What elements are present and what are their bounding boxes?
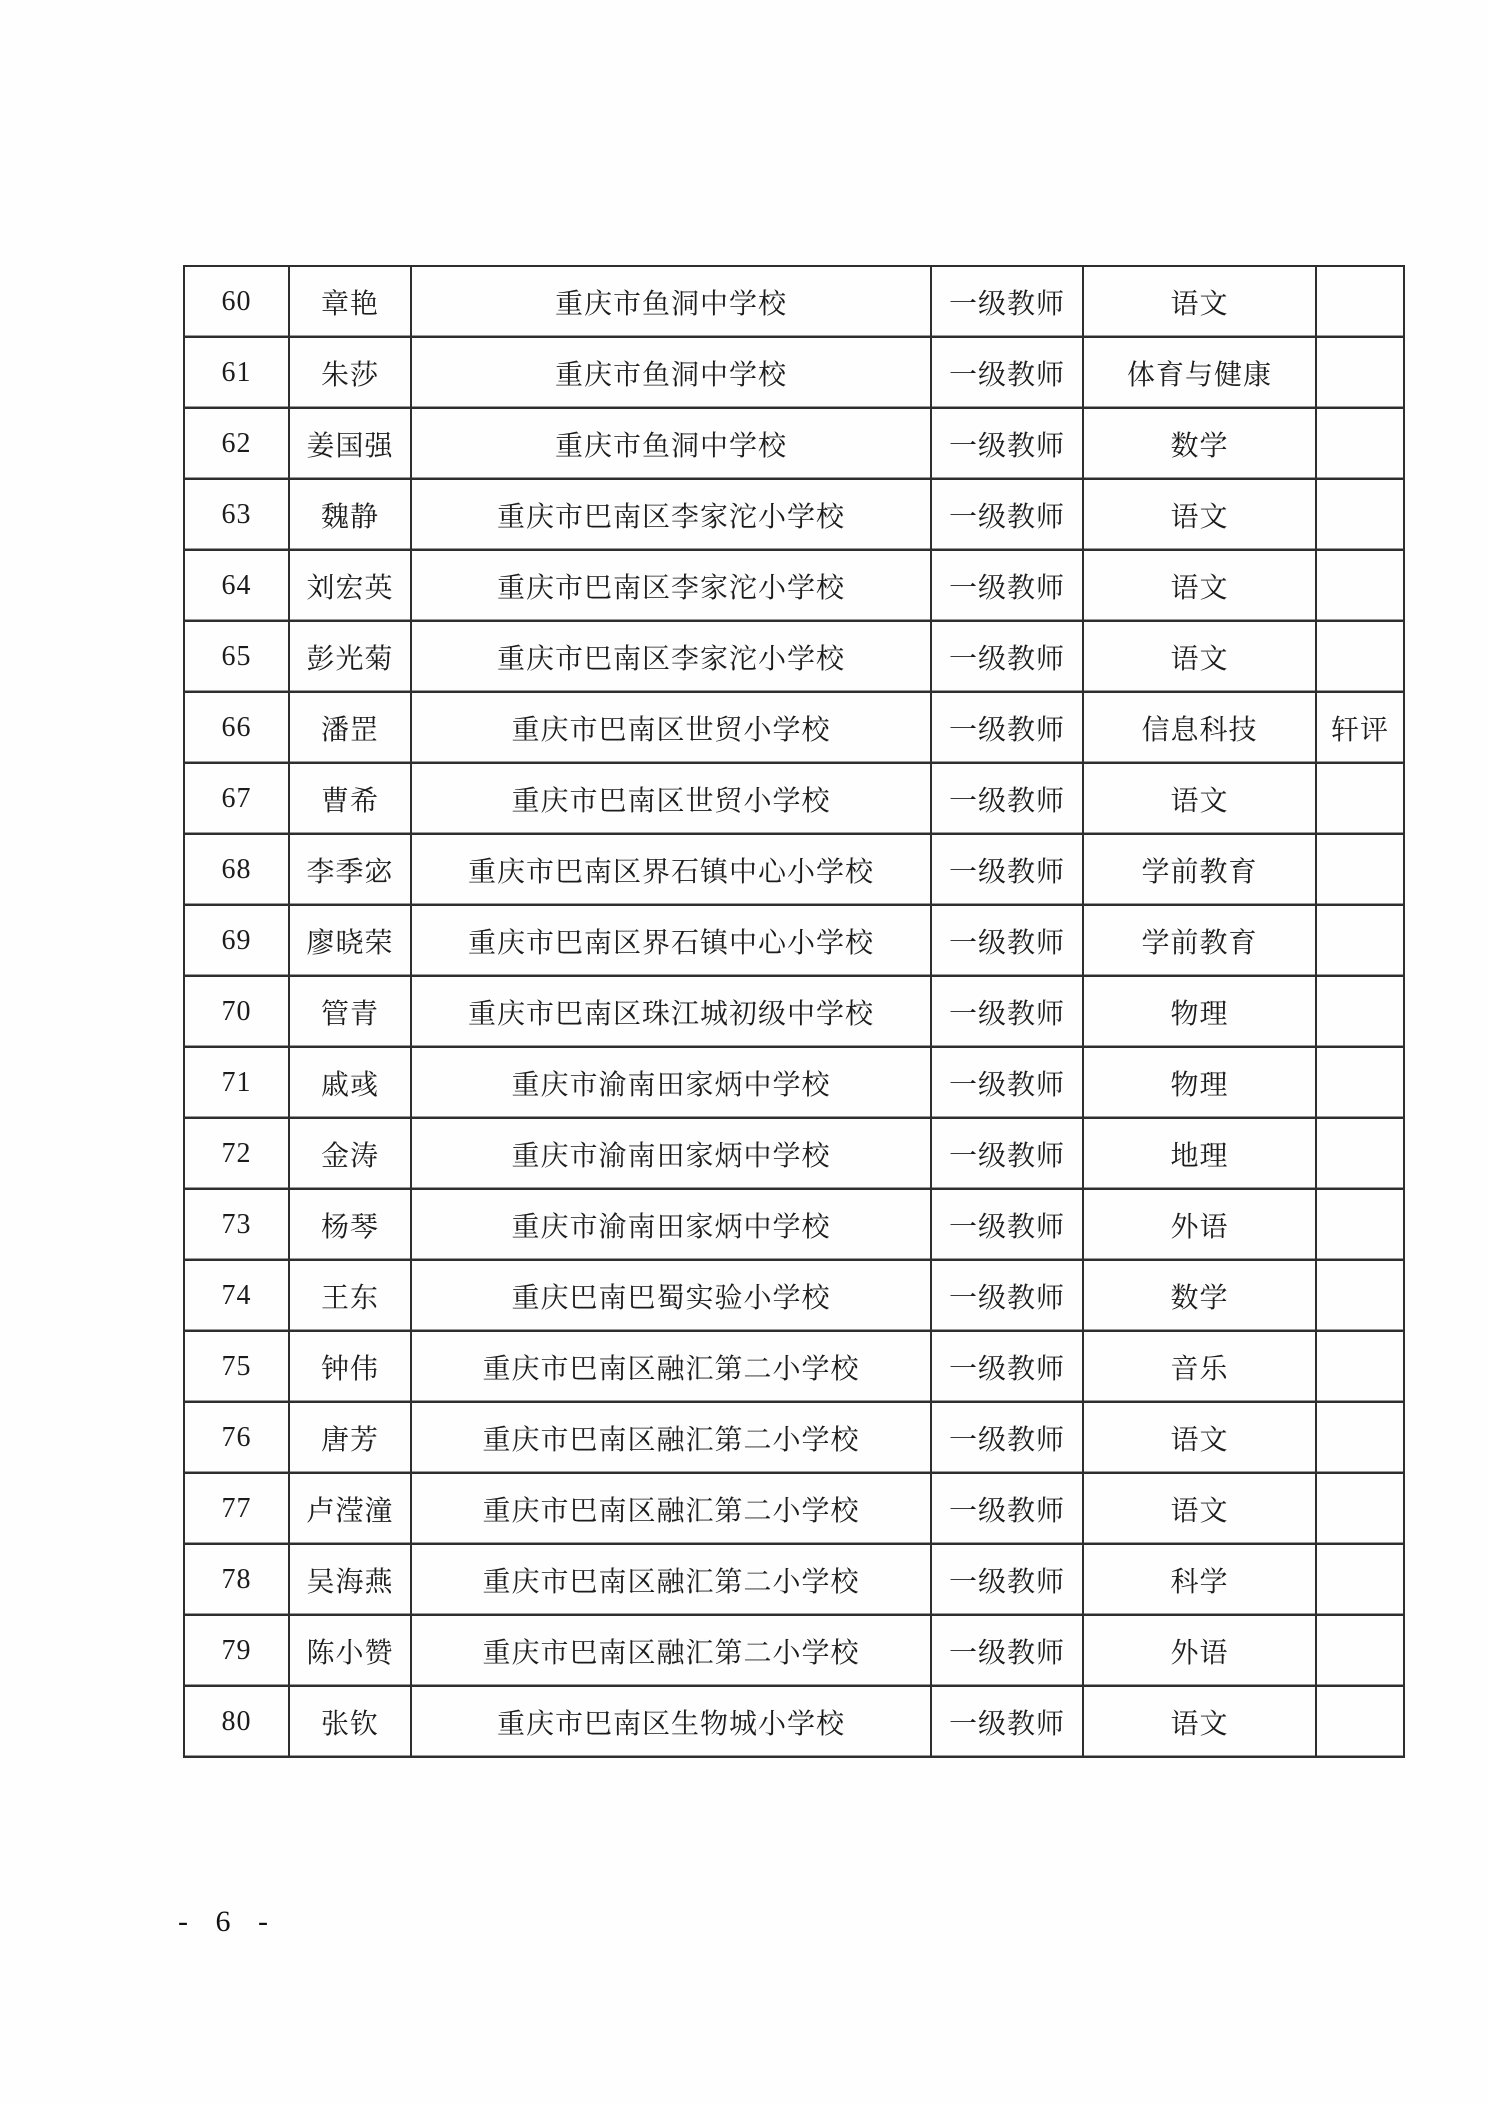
cell-name: 朱莎 [289,337,411,408]
table-row [184,1615,1404,1686]
table-row [184,692,1404,763]
cell-school: 重庆市渝南田家炳中学校 [411,1047,931,1118]
cell-name: 管青 [289,976,411,1047]
cell-school: 重庆巴南巴蜀实验小学校 [411,1260,931,1331]
cell-remark [1316,976,1404,1047]
cell-remark [1316,763,1404,834]
cell-name: 李季宓 [289,834,411,905]
cell-name: 戚彧 [289,1047,411,1118]
table-row [184,1473,1404,1544]
cell-school: 重庆市巴南区李家沱小学校 [411,550,931,621]
cell-index: 66 [184,692,289,763]
cell-school: 重庆市巴南区界石镇中心小学校 [411,905,931,976]
cell-index: 62 [184,408,289,479]
cell-name: 杨琴 [289,1189,411,1260]
cell-name: 王东 [289,1260,411,1331]
cell-subject: 外语 [1083,1189,1316,1260]
cell-remark [1316,905,1404,976]
cell-remark [1316,1189,1404,1260]
cell-title: 一级教师 [931,692,1083,763]
cell-remark [1316,550,1404,621]
cell-school: 重庆市巴南区融汇第二小学校 [411,1544,931,1615]
cell-subject: 学前教育 [1083,905,1316,976]
cell-subject: 语文 [1083,621,1316,692]
table-row [184,1118,1404,1189]
cell-subject: 物理 [1083,976,1316,1047]
cell-subject: 信息科技 [1083,692,1316,763]
cell-title: 一级教师 [931,834,1083,905]
cell-subject: 语文 [1083,479,1316,550]
cell-index: 70 [184,976,289,1047]
table-row [184,1189,1404,1260]
cell-subject: 科学 [1083,1544,1316,1615]
cell-remark [1316,621,1404,692]
cell-remark [1316,1615,1404,1686]
table-row [184,1686,1404,1757]
cell-index: 69 [184,905,289,976]
cell-index: 77 [184,1473,289,1544]
cell-index: 78 [184,1544,289,1615]
cell-index: 80 [184,1686,289,1757]
table-row [184,834,1404,905]
cell-remark [1316,1686,1404,1757]
cell-title: 一级教师 [931,1544,1083,1615]
table-row [184,763,1404,834]
table-row [184,1402,1404,1473]
cell-index: 75 [184,1331,289,1402]
cell-remark: 轩评 [1316,692,1404,763]
cell-name: 彭光菊 [289,621,411,692]
cell-subject: 地理 [1083,1118,1316,1189]
table-row [184,550,1404,621]
cell-name: 金涛 [289,1118,411,1189]
cell-school: 重庆市渝南田家炳中学校 [411,1189,931,1260]
cell-remark [1316,1260,1404,1331]
cell-subject: 数学 [1083,408,1316,479]
table-row [184,337,1404,408]
table-row [184,976,1404,1047]
cell-index: 61 [184,337,289,408]
cell-subject: 体育与健康 [1083,337,1316,408]
cell-school: 重庆市鱼洞中学校 [411,408,931,479]
cell-index: 76 [184,1402,289,1473]
cell-index: 64 [184,550,289,621]
cell-title: 一级教师 [931,550,1083,621]
cell-title: 一级教师 [931,763,1083,834]
table-body [184,266,1404,1757]
cell-remark [1316,408,1404,479]
cell-school: 重庆市巴南区世贸小学校 [411,692,931,763]
cell-title: 一级教师 [931,1047,1083,1118]
cell-title: 一级教师 [931,621,1083,692]
cell-remark [1316,1047,1404,1118]
cell-subject: 语文 [1083,266,1316,337]
cell-school: 重庆市巴南区珠江城初级中学校 [411,976,931,1047]
cell-school: 重庆市渝南田家炳中学校 [411,1118,931,1189]
cell-school: 重庆市巴南区李家沱小学校 [411,621,931,692]
cell-title: 一级教师 [931,479,1083,550]
cell-title: 一级教师 [931,1118,1083,1189]
cell-remark [1316,266,1404,337]
table-row [184,408,1404,479]
cell-title: 一级教师 [931,905,1083,976]
cell-name: 吴海燕 [289,1544,411,1615]
cell-school: 重庆市鱼洞中学校 [411,266,931,337]
cell-school: 重庆市巴南区生物城小学校 [411,1686,931,1757]
cell-subject: 语文 [1083,1473,1316,1544]
table-row [184,905,1404,976]
cell-title: 一级教师 [931,337,1083,408]
table-row [184,621,1404,692]
table-row [184,1260,1404,1331]
cell-name: 姜国强 [289,408,411,479]
cell-index: 74 [184,1260,289,1331]
cell-remark [1316,1473,1404,1544]
cell-name: 卢滢潼 [289,1473,411,1544]
cell-title: 一级教师 [931,976,1083,1047]
cell-index: 65 [184,621,289,692]
cell-subject: 语文 [1083,550,1316,621]
cell-name: 钟伟 [289,1331,411,1402]
cell-name: 唐芳 [289,1402,411,1473]
cell-school: 重庆市巴南区融汇第二小学校 [411,1615,931,1686]
cell-name: 魏静 [289,479,411,550]
cell-name: 章艳 [289,266,411,337]
cell-remark [1316,479,1404,550]
cell-subject: 音乐 [1083,1331,1316,1402]
cell-index: 60 [184,266,289,337]
cell-name: 潘罡 [289,692,411,763]
cell-index: 73 [184,1189,289,1260]
cell-title: 一级教师 [931,1473,1083,1544]
table-row [184,266,1404,337]
cell-remark [1316,1331,1404,1402]
table-row [184,479,1404,550]
cell-title: 一级教师 [931,1615,1083,1686]
cell-school: 重庆市鱼洞中学校 [411,337,931,408]
cell-name: 廖晓荣 [289,905,411,976]
cell-index: 72 [184,1118,289,1189]
cell-subject: 语文 [1083,1686,1316,1757]
cell-title: 一级教师 [931,1686,1083,1757]
cell-subject: 外语 [1083,1615,1316,1686]
table-row [184,1544,1404,1615]
cell-index: 67 [184,763,289,834]
cell-remark [1316,1544,1404,1615]
cell-title: 一级教师 [931,408,1083,479]
table-row [184,1331,1404,1402]
cell-school: 重庆市巴南区融汇第二小学校 [411,1331,931,1402]
cell-remark [1316,337,1404,408]
cell-name: 刘宏英 [289,550,411,621]
teacher-roster-table [183,265,1405,1758]
cell-school: 重庆市巴南区世贸小学校 [411,763,931,834]
cell-index: 71 [184,1047,289,1118]
table-row [184,1047,1404,1118]
cell-school: 重庆市巴南区界石镇中心小学校 [411,834,931,905]
cell-name: 陈小赞 [289,1615,411,1686]
cell-index: 79 [184,1615,289,1686]
cell-name: 曹希 [289,763,411,834]
cell-subject: 数学 [1083,1260,1316,1331]
cell-remark [1316,1402,1404,1473]
cell-name: 张钦 [289,1686,411,1757]
cell-title: 一级教师 [931,266,1083,337]
cell-subject: 语文 [1083,763,1316,834]
cell-index: 68 [184,834,289,905]
cell-title: 一级教师 [931,1331,1083,1402]
cell-school: 重庆市巴南区融汇第二小学校 [411,1473,931,1544]
cell-index: 63 [184,479,289,550]
cell-title: 一级教师 [931,1189,1083,1260]
cell-subject: 物理 [1083,1047,1316,1118]
cell-title: 一级教师 [931,1260,1083,1331]
cell-subject: 学前教育 [1083,834,1316,905]
cell-title: 一级教师 [931,1402,1083,1473]
cell-school: 重庆市巴南区融汇第二小学校 [411,1402,931,1473]
cell-subject: 语文 [1083,1402,1316,1473]
cell-remark [1316,834,1404,905]
cell-school: 重庆市巴南区李家沱小学校 [411,479,931,550]
page-number: - 6 - [178,1905,278,1938]
cell-remark [1316,1118,1404,1189]
